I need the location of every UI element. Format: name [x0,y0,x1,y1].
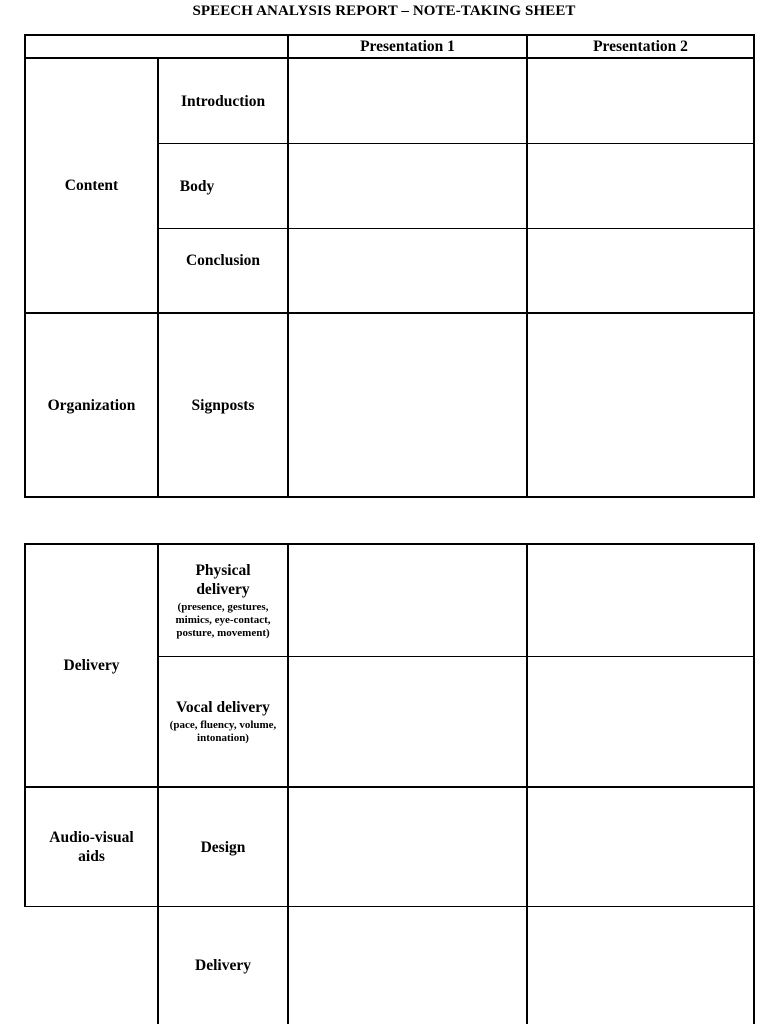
vocal-delivery-label: Vocal delivery [176,699,270,716]
page-title: SPEECH ANALYSIS REPORT – NOTE-TAKING SHEET [192,3,576,19]
note-cell-signposts-p1[interactable] [289,314,526,496]
row-label-vocal-delivery [159,657,287,786]
row-label-aids-delivery: Delivery [195,957,251,974]
note-cell-signposts-p2[interactable] [528,314,753,496]
row-label-signposts: Signposts [191,396,255,414]
note-cell-physical-p1[interactable] [289,545,526,656]
audio-visual-aids-label: Audio-visual aids [49,829,134,865]
note-cell-conclusion-p1[interactable] [289,229,526,312]
note-cell-design-p2[interactable] [528,788,753,906]
note-cell-conclusion-p2[interactable] [528,229,753,312]
column-header-presentation-2: Presentation 2 [593,37,688,55]
row-label-introduction: Introduction [180,92,266,110]
note-cell-body-p2[interactable] [528,144,753,228]
note-cell-introduction-p2[interactable] [528,59,753,143]
category-delivery: Delivery [63,657,120,674]
row-label-physical-delivery [159,545,287,656]
column-header-presentation-1: Presentation 1 [360,37,455,55]
row-label-conclusion: Conclusion [185,251,261,269]
vocal-delivery-details: (pace, fluency, volume, intonation) [169,719,277,744]
physical-delivery-details: (presence, gestures, mimics, eye-contact, posture, movement) [175,601,271,639]
note-cell-aids-delivery-p2[interactable] [528,907,753,1024]
note-cell-design-p1[interactable] [289,788,526,906]
row-label-body: Body [179,177,215,195]
note-cell-body-p1[interactable] [289,144,526,228]
note-cell-vocal-p1[interactable] [289,657,526,786]
physical-delivery-label: Physical delivery [195,562,251,598]
note-cell-vocal-p2[interactable] [528,657,753,786]
category-organization: Organization [47,396,136,414]
category-audio-visual-aids [26,788,157,906]
row-label-design: Design [200,838,246,856]
category-content: Content [64,177,119,194]
note-cell-physical-p2[interactable] [528,545,753,656]
note-cell-introduction-p1[interactable] [289,59,526,143]
note-cell-aids-delivery-p1[interactable] [289,907,526,1024]
